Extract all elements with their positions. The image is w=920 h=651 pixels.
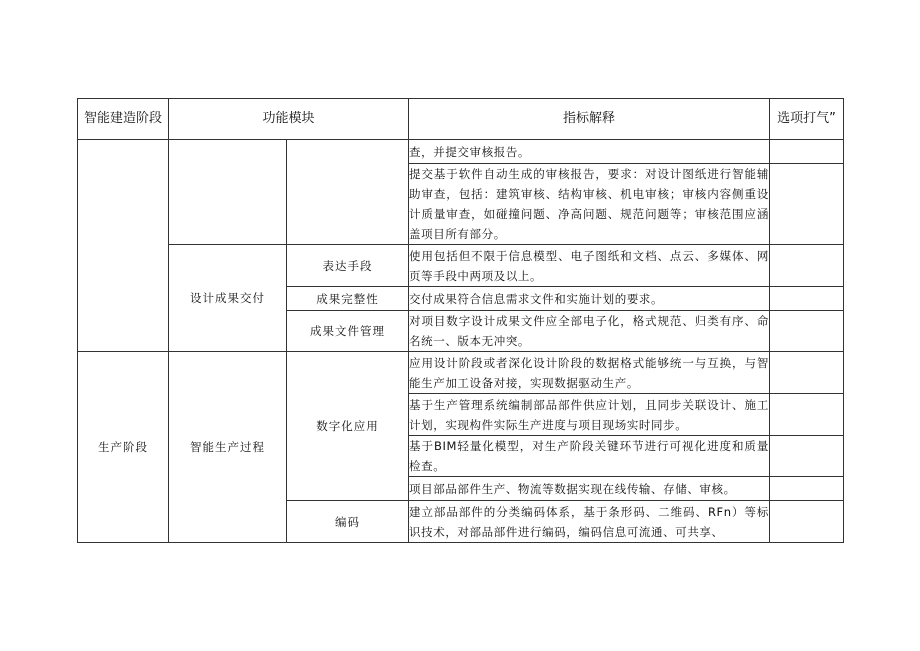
check-cell[interactable]	[770, 245, 844, 287]
table-row	[78, 352, 844, 394]
table-row	[78, 245, 844, 287]
indicator-table	[77, 98, 844, 543]
check-cell[interactable]	[770, 287, 844, 311]
desc-file-management: 对项目数字设计成果文件应全部电子化，格式规范、归类有序、命名统一、版本无冲突。	[409, 311, 770, 352]
header-row	[78, 99, 844, 140]
desc-coding: 建立部品部件的分类编码体系，基于条形码、二维码、RFn）等标识技术，对部品部件进行编码，编码信息可流通、可共享、	[409, 501, 770, 543]
desc-review-report-end: 查，并提交审核报告。	[409, 140, 770, 164]
header-check: 选项打气”	[770, 99, 844, 140]
check-cell[interactable]	[770, 311, 844, 352]
check-cell[interactable]	[770, 436, 844, 477]
module-cell-blank	[169, 140, 287, 245]
header-module: 功能模块	[169, 99, 409, 140]
check-cell[interactable]	[770, 164, 844, 245]
check-cell[interactable]	[770, 352, 844, 394]
desc-online-transfer: 项目部品部件生产、物流等数据实现在线传输、存储、审核。	[409, 477, 770, 501]
check-cell[interactable]	[770, 501, 844, 543]
desc-data-format: 应用设计阶段或者深化设计阶段的数据格式能够统一与互换，与智能生产加工设备对接，实现数据驱动生产。	[409, 352, 770, 394]
stage-production: 生产阶段	[78, 352, 169, 543]
check-cell[interactable]	[770, 394, 844, 436]
desc-supply-plan: 基于生产管理系统编制部品部件供应计划，且同步关联设计、施工计划，实现构件实际生产进度与项目现场实时同步。	[409, 394, 770, 436]
check-cell[interactable]	[770, 477, 844, 501]
module-design-delivery: 设计成果交付	[169, 245, 287, 352]
sub-file-management: 成果文件管理	[287, 311, 409, 352]
header-indicator: 指标解释	[409, 99, 770, 140]
module-smart-production: 智能生产过程	[169, 352, 287, 543]
sub-coding: 编码	[287, 501, 409, 543]
submodule-cell-blank	[287, 140, 409, 245]
desc-auto-review: 提交基于软件自动生成的审核报告，要求：对设计图纸进行智能辅助审查，包括：建筑审核、结构审核、机电审核；审核内容侧重设计质量审查，如碰撞问题、净高问题、规范问题等；审核范围应涵盖项目所有部分。	[409, 164, 770, 245]
header-stage: 智能建造阶段	[78, 99, 169, 140]
sub-digital-application: 数字化应用	[287, 352, 409, 501]
desc-expression: 使用包括但不限于信息模型、电子图纸和文档、点云、多媒体、网页等手段中两项及以上。	[409, 245, 770, 287]
check-cell[interactable]	[770, 140, 844, 164]
desc-completeness: 交付成果符合信息需求文件和实施计划的要求。	[409, 287, 770, 311]
sub-expression: 表达手段	[287, 245, 409, 287]
stage-cell-blank	[78, 140, 169, 352]
table-row	[78, 140, 844, 164]
sub-completeness: 成果完整性	[287, 287, 409, 311]
desc-bim-lightweight: 基于BIM轻量化模型，对生产阶段关键环节进行可视化进度和质量检查。	[409, 436, 770, 477]
